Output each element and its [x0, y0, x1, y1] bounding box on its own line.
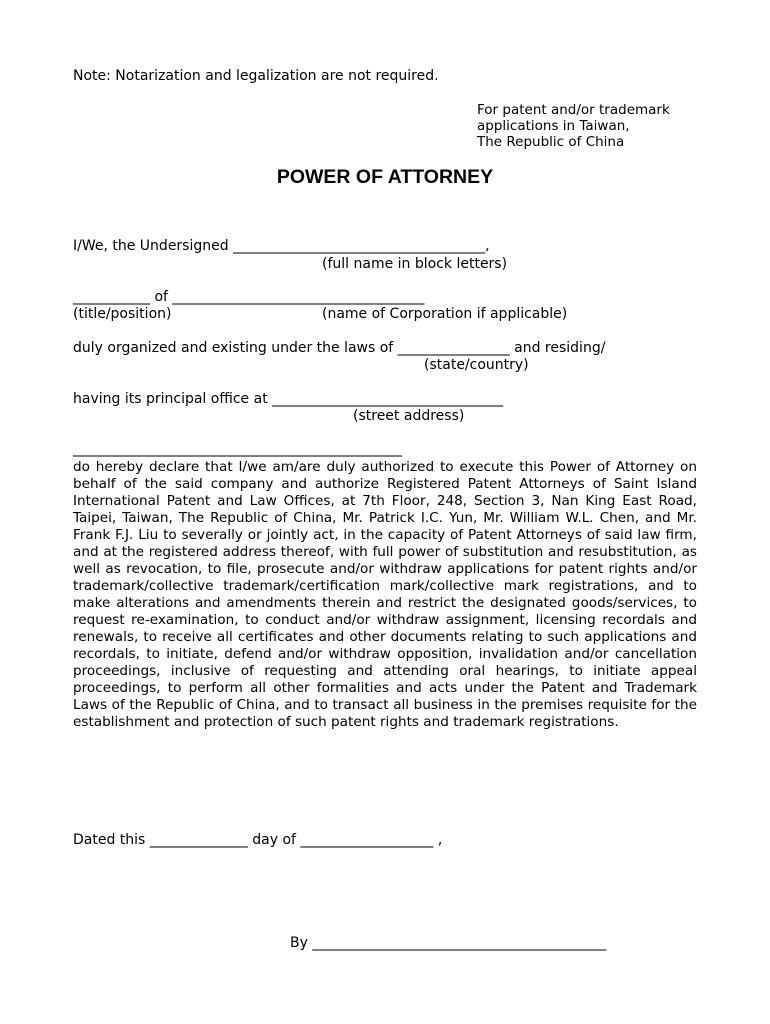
principal-office-field: having its principal office at _________________________________	[73, 391, 504, 407]
street-address-hint: (street address)	[353, 408, 465, 424]
laws-field: duly organized and existing under the laws of ________________ and residing/	[73, 340, 606, 356]
undersigned-hint: (full name in block letters)	[322, 256, 508, 272]
jurisdiction-block	[477, 102, 670, 150]
declaration-body: do hereby declare that I/we am/are duly authorized to execute this Power of Attorney on behalf of the said company and authorize Registered Patent Attorneys of Saint Island International Patent and Law Offices, at 7th Floor, 248, Section 3, Nan King East Road, Taipei, Taiwan, The Republic of China, Mr. Patrick I.C. Yun, Mr. William W.L. Chen, and Mr. Frank F.J. Liu to severally or jointly act, in the capacity of Patent Attorneys of said law firm, and at the registered address thereof, with full power of substitution and resubstitution, as well as revocation, to file, prosecute and/or withdraw applications for patent rights and/or trademark/collective trademark/certification mark/collective mark registrations, and to make alterations and amendments therein and restrict the designated goods/services, to request re-examination, to conduct and/or withdraw assignment, licensing recordals and renewals, to receive all certificates and other documents relating to such applications and recordals, to initiate, defend and/or withdraw opposition, invalidation and/or cancellation proceedings, inclusive of requesting and attending oral hearings, to initiate appeal proceedings, to perform all other formalities and acts under the Patent and Trademark Laws of the Republic of China, and to transact all business in the premises requisite for the establishment and protection of such patent rights and trademark registrations.	[73, 459, 697, 730]
corporation-hint: (name of Corporation if applicable)	[322, 306, 568, 322]
title-corporation-end: _	[417, 289, 425, 305]
state-country-hint: (state/country)	[424, 357, 529, 373]
blank-signature-line: _______________________________________________	[73, 441, 402, 457]
jurisdiction-line: For patent and/or trademark	[477, 102, 670, 118]
document-title: POWER OF ATTORNEY	[276, 166, 494, 188]
jurisdiction-line: applications in Taiwan,	[477, 118, 630, 134]
dated-field: Dated this ______________ day of ___________________ ,	[73, 832, 443, 848]
title-position-hint: (title/position)	[73, 306, 172, 322]
title-corporation-text: ___________ of ___________________________________	[73, 289, 418, 305]
jurisdiction-line: The Republic of China	[477, 134, 625, 150]
undersigned-field: I/We, the Undersigned ____________________________________,	[73, 238, 490, 254]
notarization-note: Note: Notarization and legalization are not required.	[73, 68, 439, 84]
signature-by-field: By __________________________________________	[290, 935, 607, 951]
title-corporation-field	[73, 289, 424, 305]
